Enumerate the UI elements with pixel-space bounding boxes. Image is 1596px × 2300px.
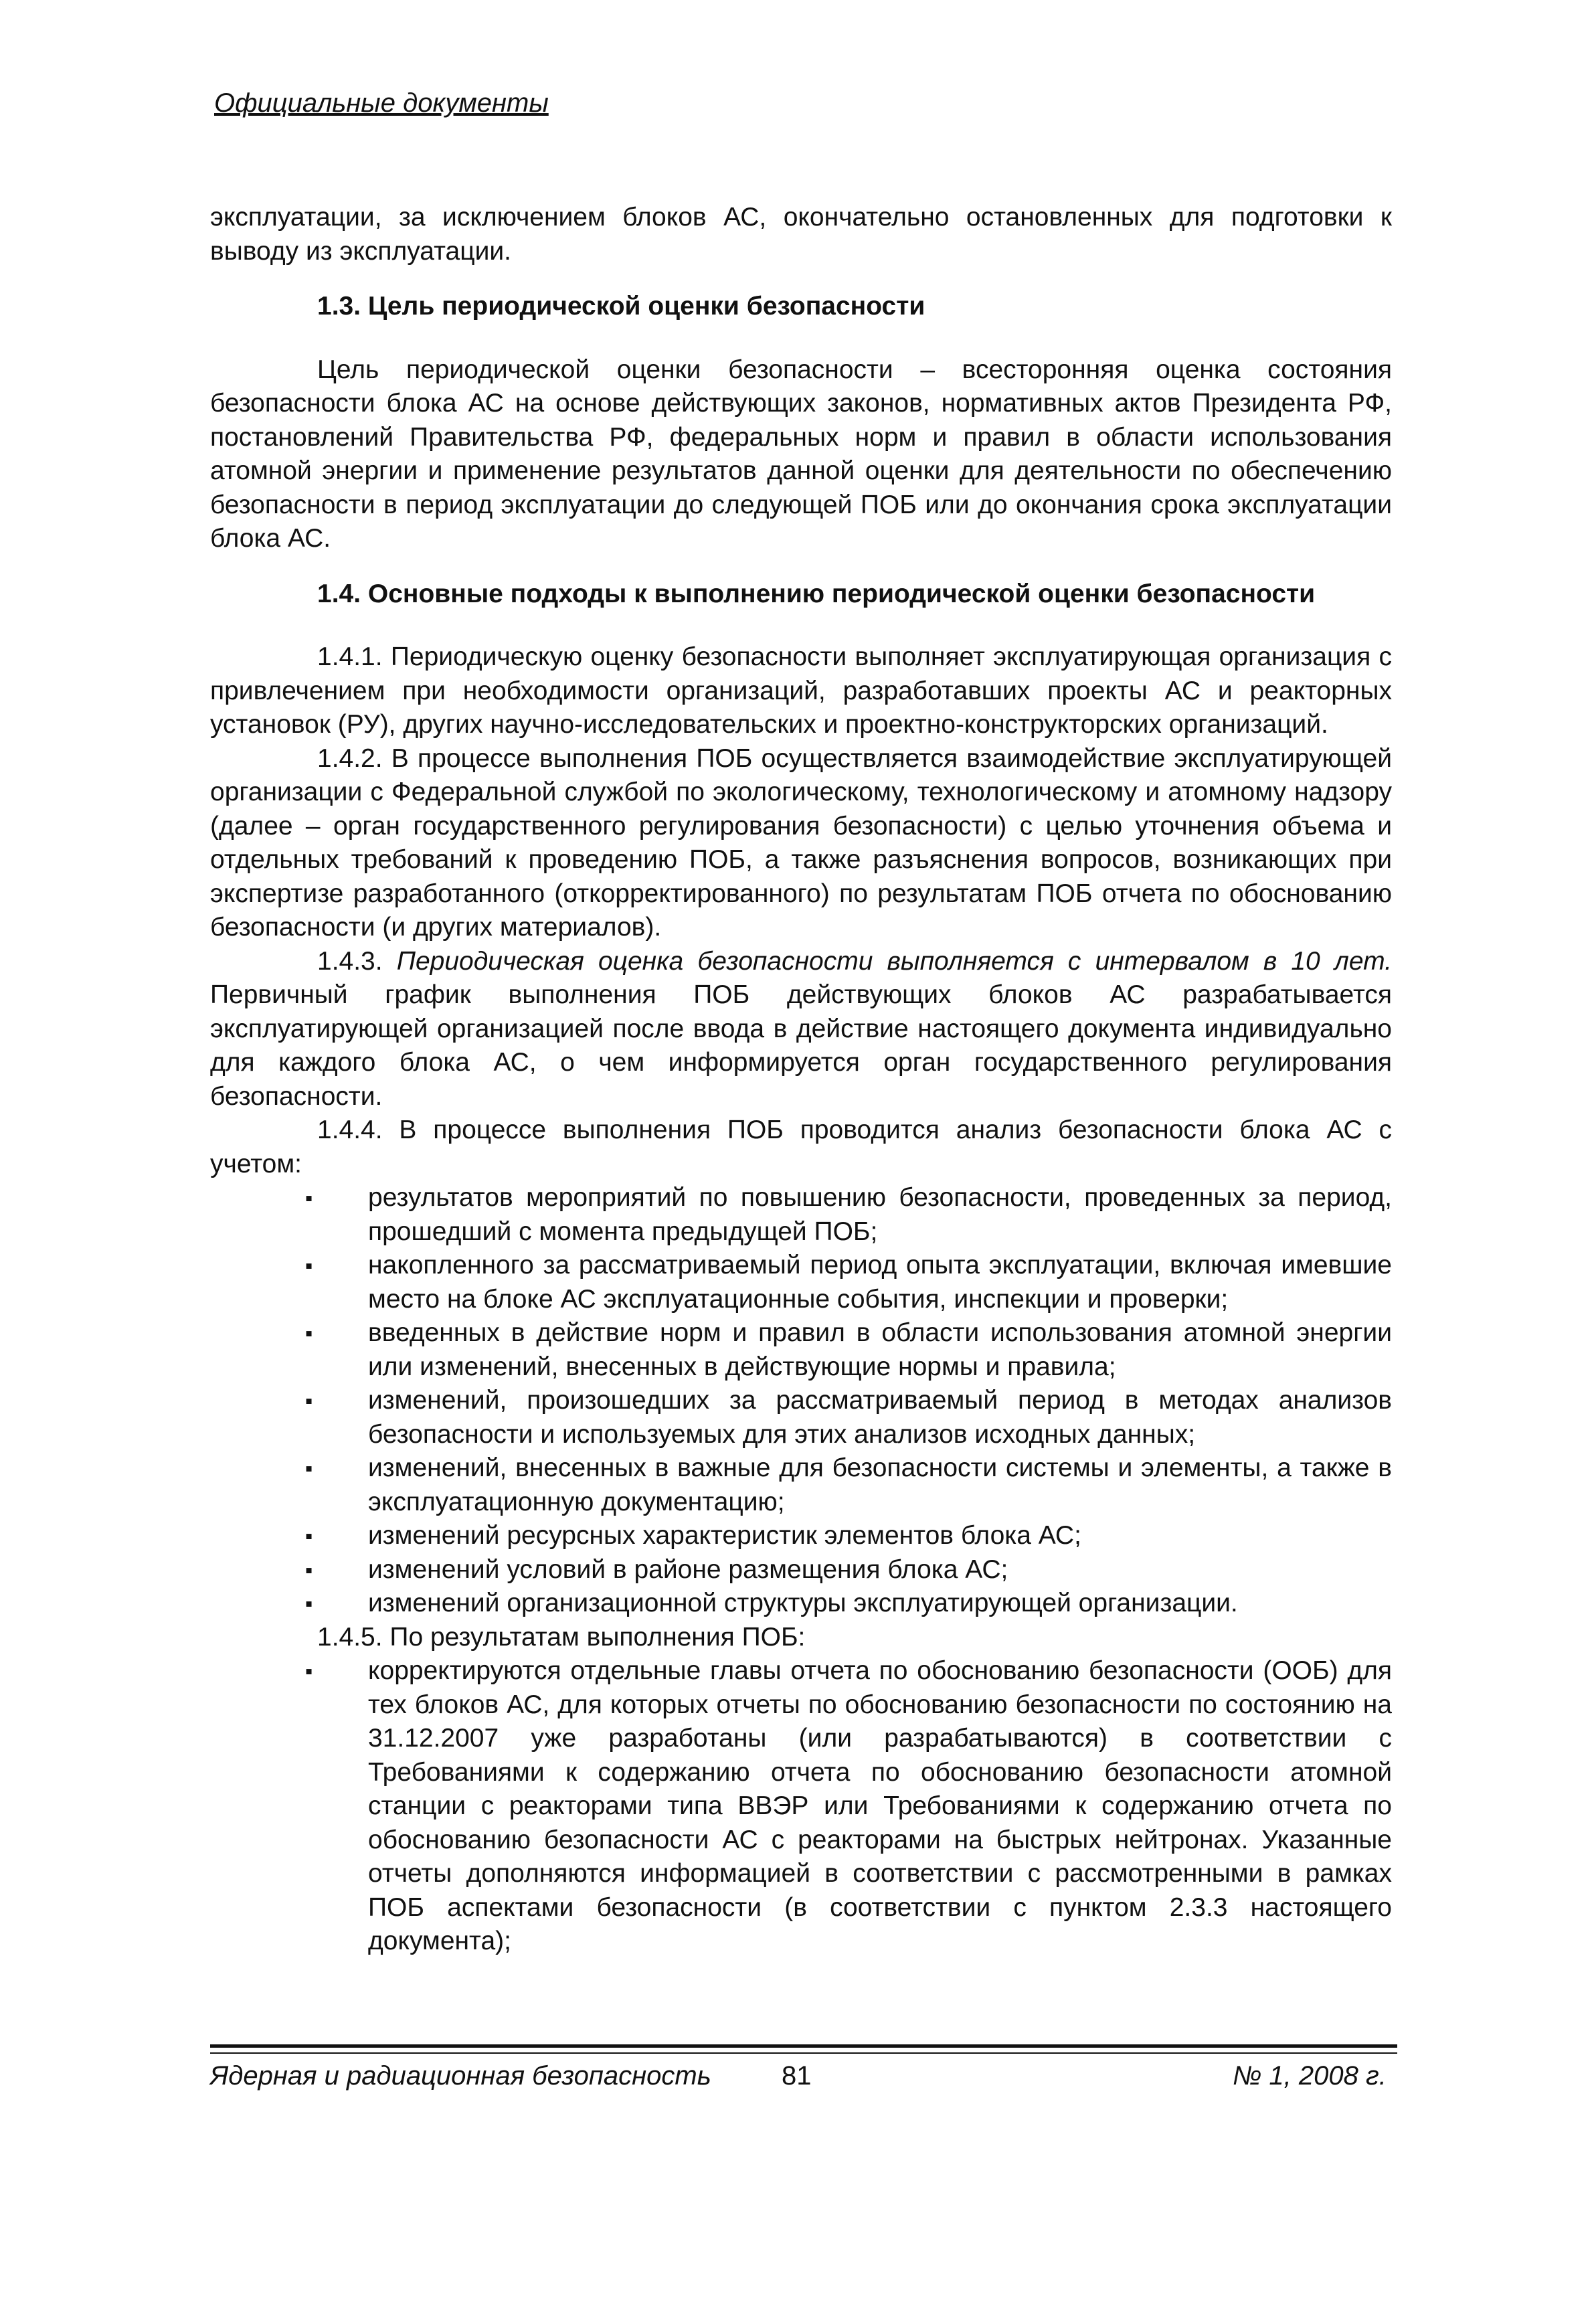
paragraph-1-4-3 [210,945,1392,1114]
running-title: Официальные документы [214,88,549,118]
paragraph-1-4-5: 1.4.5. По результатам выполнения ПОБ: [317,1622,806,1652]
footer-rule-thin [210,2052,1397,2054]
list-item: ▪ введенных в действие норм и правил в области использования атомной энергии или изменений, внесенных в действующие нормы и правила; [210,1316,1392,1384]
list-1-4-5 [210,1654,1392,1959]
list-1-4-4 [210,1181,1392,1621]
paragraph-1-4-4: 1.4.4. В процессе выполнения ПОБ проводится анализ безопасности блока АС с учетом: [210,1116,1392,1178]
list-item: ▪ изменений организационной структуры эксплуатирующей организации. [210,1587,1392,1621]
section-heading-1-4: 1.4. Основные подходы к выполнению периодической оценки безопасности [317,579,1316,608]
list-item: ▪ изменений ресурсных характеристик элементов блока АС; [210,1519,1392,1553]
footer-issue: № 1, 2008 г. [1233,2061,1387,2091]
paragraph-1-3: Цель периодической оценки безопасности – всесторонняя оценка состояния безопасности блока АС на основе действующих законов, нормативных актов Президента РФ, постановлений Правительства РФ, федеральных норм и правил в области использования атомной энергии и применение результатов данной оценки для деятельности по обеспечению безопасности в период эксплуатации до следующей ПОБ или до окончания срока эксплуатации блока АС. [210,355,1392,553]
list-item: ▪ накопленного за рассматриваемый период опыта эксплуатации, включая имевшие место на блоке АС эксплуатационные события, инспекции и проверки; [210,1249,1392,1316]
paragraph-1-4-2: 1.4.2. В процессе выполнения ПОБ осуществляется взаимодействие эксплуатирующей организации с Федеральной службой по экологическому, технологическому и атомному надзору (далее – орган государственного регулирования безопасности) с целью уточнения объема и отдельных требований к проведению ПОБ, а также разъяснения вопросов, возникающих при экспертизе разработанного (откорректированного) по результатам ПОБ отчета по обоснованию безопасности (и других материалов). [210,743,1392,942]
paragraph-1-4-3-rest: Первичный график выполнения ПОБ действующих блоков АС разрабатывается эксплуатирующей организацией после ввода в действие настоящего документа индивидуально для каждого блока АС, о чем информируется орган государственного регулирования безопасности. [210,980,1392,1111]
list-item: ▪ изменений условий в районе размещения блока АС; [210,1553,1392,1587]
document-body [210,201,1392,1959]
footer-journal-title: Ядерная и радиационная безопасность [210,2061,711,2091]
list-item: ▪ изменений, произошедших за рассматриваемый период в методах анализов безопасности и используемых для этих анализов исходных данных; [210,1384,1392,1451]
list-item: ▪ результатов мероприятий по повышению безопасности, проведенных за период, прошедший с момента предыдущей ПОБ; [210,1181,1392,1249]
paragraph-1-4-1: 1.4.1. Периодическую оценку безопасности выполняет эксплуатирующая организация с привлечением при необходимости организаций, разработавших проекты АС и реакторных установок (РУ), других научно-исследовательских и проектно-конструкторских организаций. [210,642,1392,739]
section-heading-1-3: 1.3. Цель периодической оценки безопасности [317,292,925,321]
paragraph-continuation: эксплуатации, за исключением блоков АС, окончательно остановленных для подготовки к выводу из эксплуатации. [210,203,1392,266]
list-item: ▪ изменений, внесенных в важные для безопасности системы и элементы, а также в эксплуатационную документацию; [210,1451,1392,1519]
paragraph-1-4-3-italic: Периодическая оценка безопасности выполняется с интервалом в 10 лет. [396,946,1393,976]
list-item: ▪ корректируются отдельные главы отчета по обоснованию безопасности (ООБ) для тех блоков АС, для которых отчеты по обоснованию безопасности по состоянию на 31.12.2007 уже разработаны (или разрабатываются) в соответствии с Требованиями к содержанию отчета по обоснованию безопасности атомной станции с реакторами типа ВВЭР или Требованиями к содержанию отчета по обоснованию безопасности АС с реакторами на быстрых нейтронах. Указанные отчеты дополняются информацией в соответствии с рассмотренными в рамках ПОБ аспектами безопасности (в соответствии с пунктом 2.3.3 настоящего документа); [210,1654,1392,1959]
page-number: 81 [782,2061,812,2091]
paragraph-1-4-3-number: 1.4.3. [317,946,397,976]
footer-rule [210,2044,1397,2048]
